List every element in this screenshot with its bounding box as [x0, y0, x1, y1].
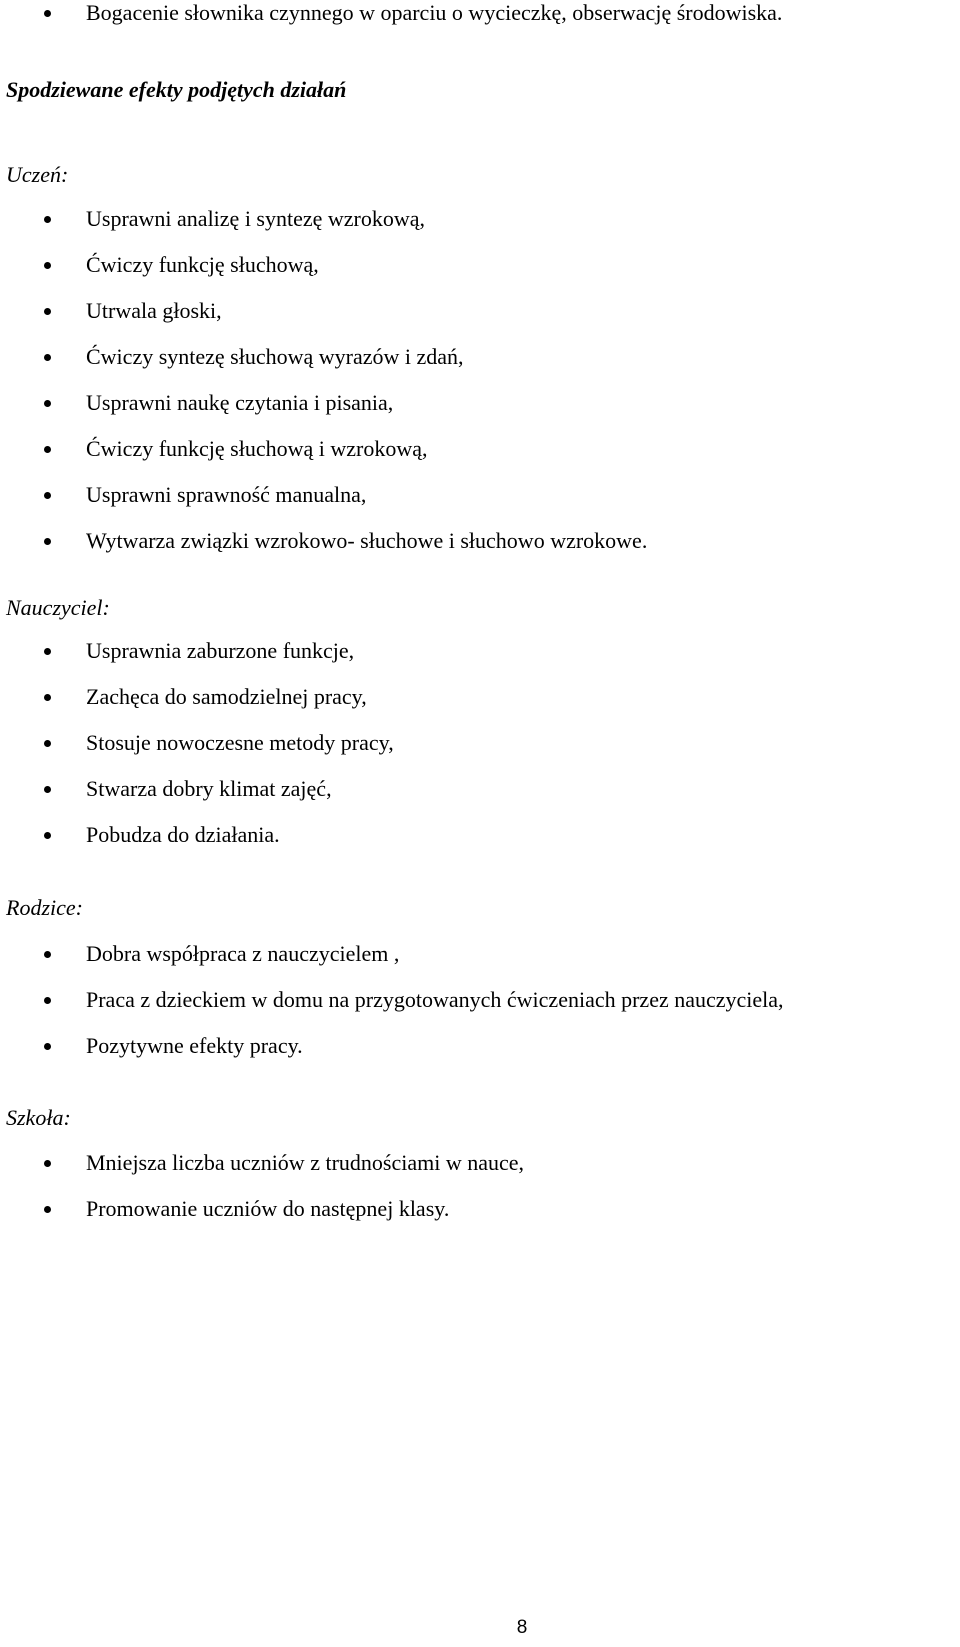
- list-item-text: Mniejsza liczba uczniów z trudnościami w nauce,: [86, 1150, 525, 1175]
- list-item: [0, 638, 394, 684]
- rodzice-heading: Rodzice:: [6, 895, 83, 920]
- rodzice-list: [0, 941, 784, 1079]
- bullet-icon: [44, 216, 51, 223]
- szkola-heading: Szkoła:: [6, 1105, 71, 1130]
- list-item: [0, 684, 394, 730]
- list-item: [0, 390, 647, 436]
- list-item-text: Ćwiczy syntezę słuchową wyrazów i zdań,: [86, 344, 464, 369]
- list-item-text: Pozytywne efekty pracy.: [86, 1033, 303, 1058]
- list-item: [0, 1150, 524, 1196]
- nauczyciel-heading: Nauczyciel:: [6, 595, 110, 620]
- bullet-icon: [44, 951, 51, 958]
- list-item: [0, 987, 784, 1033]
- bullet-icon: [44, 308, 51, 315]
- list-item-text: Utrwala głoski,: [86, 298, 222, 323]
- list-item-text: Zachęca do samodzielnej pracy,: [86, 684, 367, 709]
- section-title: Spodziewane efekty podjętych działań: [6, 77, 347, 102]
- bullet-icon: [44, 492, 51, 499]
- list-item: [0, 0, 782, 26]
- list-item-text: Praca z dzieckiem w domu na przygotowanych ćwiczeniach przez nauczyciela,: [86, 987, 784, 1012]
- uczen-list: [0, 206, 647, 574]
- list-item-text: Ćwiczy funkcję słuchową,: [86, 252, 319, 277]
- bullet-icon: [44, 832, 51, 839]
- bullet-icon: [44, 648, 51, 655]
- list-item-text: Dobra współpraca z nauczycielem ,: [86, 941, 400, 966]
- list-item-text: Usprawni naukę czytania i pisania,: [86, 390, 394, 415]
- list-item: [0, 1033, 784, 1079]
- list-item: [0, 822, 394, 868]
- list-item: [0, 206, 647, 252]
- page-number: 8: [516, 1617, 528, 1638]
- list-item: [0, 482, 647, 528]
- list-item-text: Stosuje nowoczesne metody pracy,: [86, 730, 394, 755]
- list-item: [0, 776, 394, 822]
- list-item: [0, 730, 394, 776]
- list-item-text: Usprawni analizę i syntezę wzrokową,: [86, 206, 426, 231]
- bullet-icon: [44, 997, 51, 1004]
- bullet-icon: [44, 354, 51, 361]
- list-item: [0, 344, 647, 390]
- bullet-icon: [44, 694, 51, 701]
- bullet-icon: [44, 1206, 51, 1213]
- list-item: [0, 436, 647, 482]
- list-item-text: Bogacenie słownika czynnego w oparciu o wycieczkę, obserwację środowiska.: [86, 0, 783, 25]
- uczen-heading: Uczeń:: [6, 162, 69, 187]
- bullet-icon: [44, 538, 51, 545]
- list-item: [0, 941, 784, 987]
- bullet-icon: [44, 1043, 51, 1050]
- bullet-icon: [44, 400, 51, 407]
- list-item: [0, 252, 647, 298]
- top-bullet-list: [0, 0, 782, 26]
- list-item-text: Usprawnia zaburzone funkcje,: [86, 638, 355, 663]
- szkola-list: [0, 1150, 524, 1242]
- nauczyciel-list: [0, 638, 394, 868]
- bullet-icon: [44, 786, 51, 793]
- list-item-text: Ćwiczy funkcję słuchową i wzrokową,: [86, 436, 428, 461]
- list-item: [0, 1196, 524, 1242]
- list-item-text: Promowanie uczniów do następnej klasy.: [86, 1196, 450, 1221]
- list-item-text: Usprawni sprawność manualna,: [86, 482, 367, 507]
- list-item: [0, 528, 647, 574]
- list-item-text: Stwarza dobry klimat zajęć,: [86, 776, 332, 801]
- bullet-icon: [44, 262, 51, 269]
- list-item: [0, 298, 647, 344]
- bullet-icon: [44, 10, 51, 17]
- bullet-icon: [44, 446, 51, 453]
- list-item-text: Wytwarza związki wzrokowo- słuchowe i słuchowo wzrokowe.: [86, 528, 648, 553]
- list-item-text: Pobudza do działania.: [86, 822, 280, 847]
- bullet-icon: [44, 740, 51, 747]
- bullet-icon: [44, 1160, 51, 1167]
